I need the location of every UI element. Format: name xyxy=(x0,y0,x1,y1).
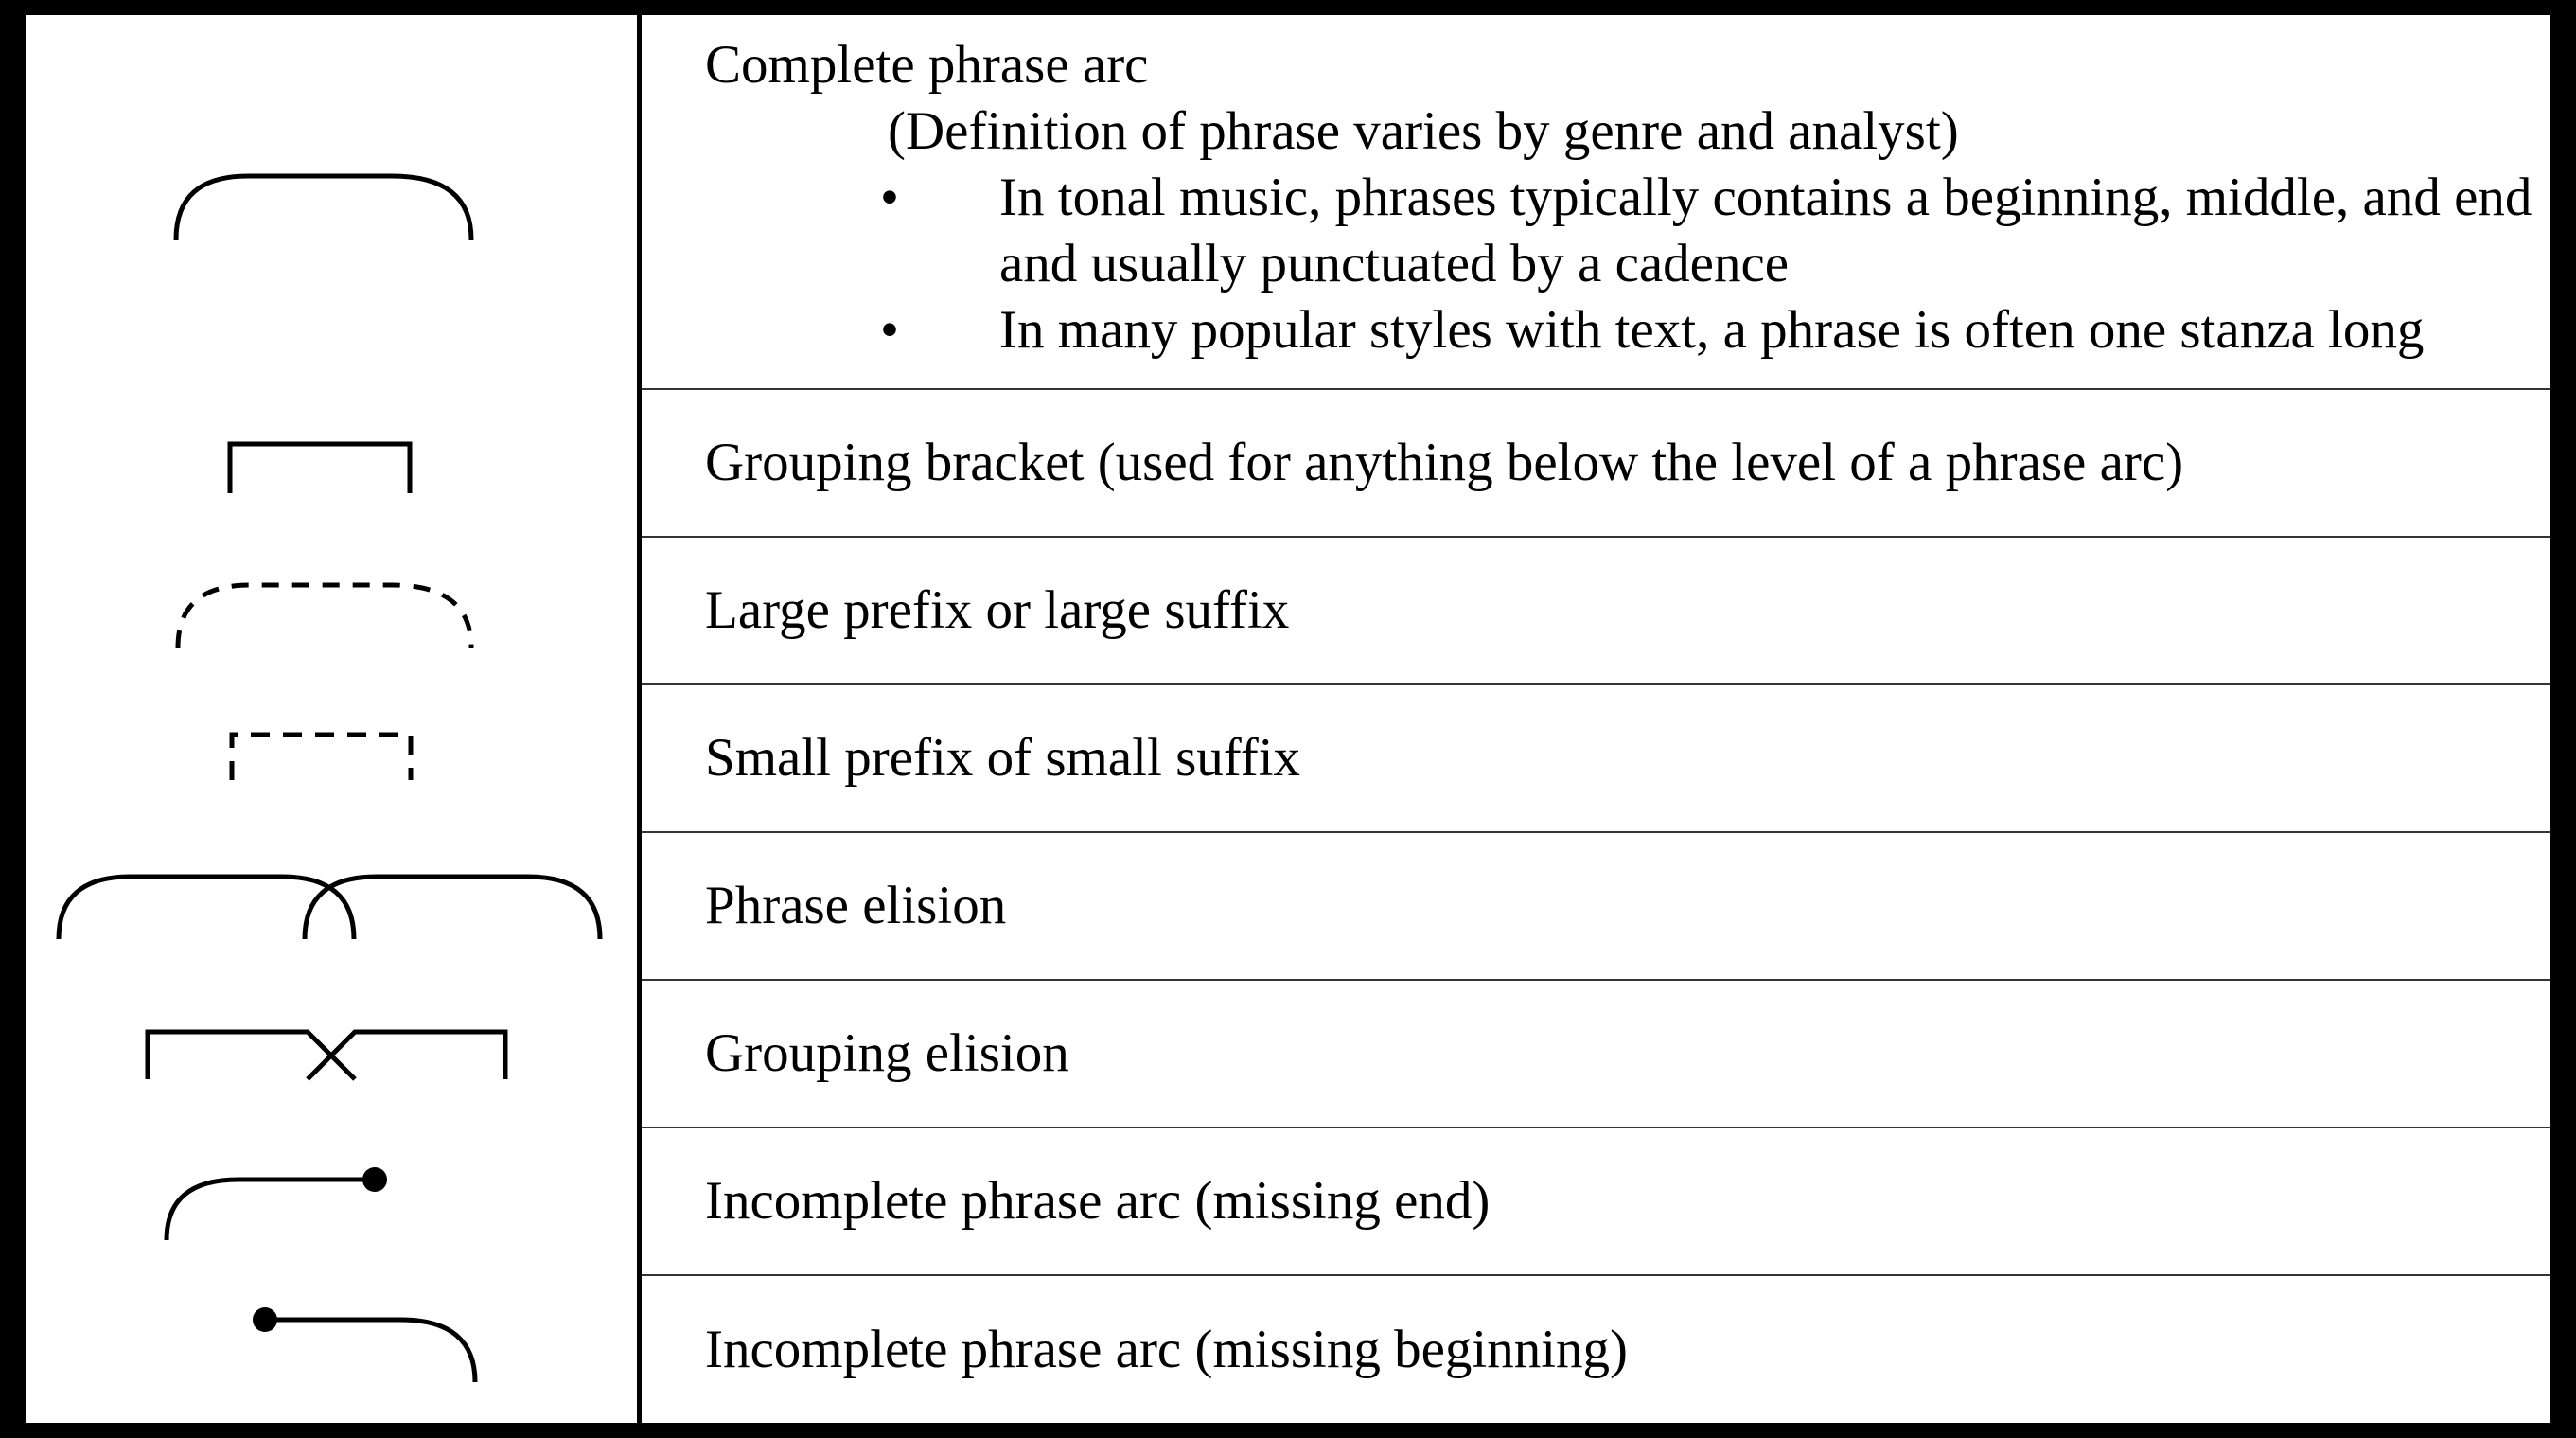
row-label: Phrase elision xyxy=(705,876,1007,935)
row-label: Large prefix or large suffix xyxy=(705,580,1290,640)
dashed-arc-icon xyxy=(26,538,637,683)
legend-row-grouping-elision xyxy=(26,981,2550,1127)
incomplete-arc-missing-beginning-icon xyxy=(26,1276,637,1423)
phrase-elision-icon xyxy=(26,833,637,979)
definition-note: (Definition of phrase varies by genre and analyst) xyxy=(888,101,1959,161)
dashed-bracket-icon xyxy=(26,685,637,831)
row-label: Incomplete phrase arc (missing end) xyxy=(705,1171,1491,1231)
bullet-item: • In many popular styles with text, a phrase is often one stanza long xyxy=(705,297,2551,364)
grouping-bracket-icon xyxy=(26,390,637,536)
row-label: Grouping elision xyxy=(705,1023,1069,1083)
legend-row-incomplete-missing-end xyxy=(26,1128,2550,1274)
complete-phrase-arc-description xyxy=(705,32,2531,364)
row-label: Grouping bracket (used for anything below the level of a phrase arc) xyxy=(705,433,2184,492)
legend-row-complete-phrase-arc xyxy=(26,15,2550,388)
row-label: Incomplete phrase arc (missing beginning) xyxy=(705,1319,1629,1379)
grouping-elision-icon xyxy=(26,981,637,1127)
complete-phrase-arc-icon xyxy=(26,15,637,388)
legend-row-grouping-bracket xyxy=(26,390,2550,536)
row-label: Small prefix of small suffix xyxy=(705,728,1301,788)
legend-row-large-prefix-suffix xyxy=(26,538,2550,683)
bullet-item: • In tonal music, phrases typically contains a beginning, middle, and end and usually punctuated by a cadence xyxy=(705,165,2551,297)
legend-row-incomplete-missing-beginning xyxy=(26,1276,2550,1423)
bullet-icon: • xyxy=(880,300,899,360)
bullet-list xyxy=(705,165,2531,364)
row-title: Complete phrase arc xyxy=(705,35,1149,95)
incomplete-arc-missing-end-icon xyxy=(26,1128,637,1274)
bullet-icon: • xyxy=(880,168,899,227)
legend-row-small-prefix-suffix xyxy=(26,685,2550,831)
legend-row-phrase-elision xyxy=(26,833,2550,979)
